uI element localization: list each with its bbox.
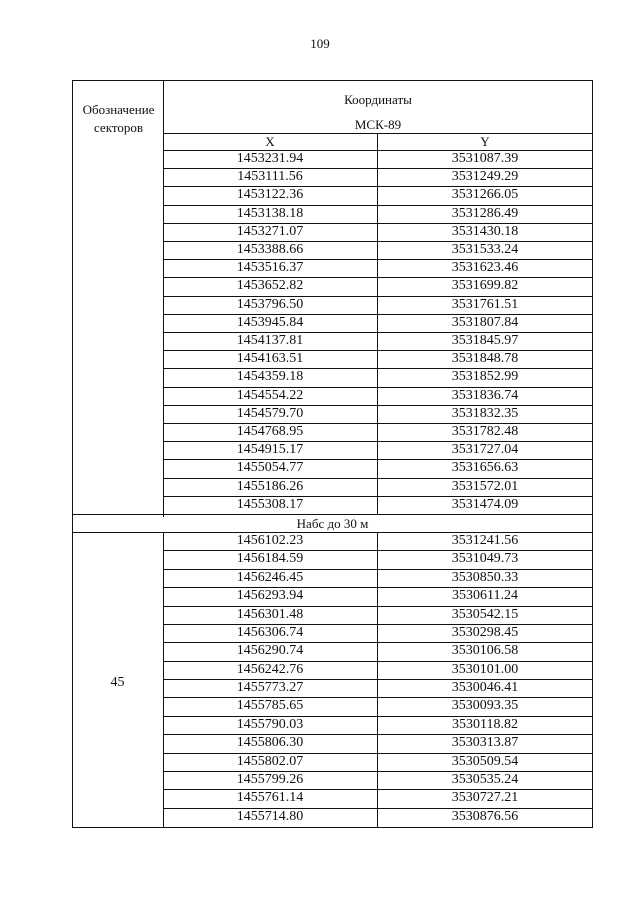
y-value: 3530046.41 (451, 680, 519, 695)
x-value: 1453122.36 (236, 187, 304, 203)
section-title: Набс до 30 м (296, 516, 369, 531)
x-value: 1456242.76 (236, 661, 304, 677)
x-value: 1455802.07 (236, 753, 304, 769)
x-value: 1456293.94 (236, 588, 304, 604)
y-value: 3531474.09 (451, 496, 519, 512)
y-value: 3531832.35 (451, 405, 519, 421)
x-value: 1453138.18 (236, 205, 304, 221)
y-value: 3530118.82 (452, 716, 518, 732)
y-value: 3531807.84 (451, 314, 519, 330)
x-value: 1455790.03 (236, 716, 304, 732)
x-value: 1454768.95 (236, 424, 304, 439)
x-value: 1455714.80 (236, 808, 304, 824)
x-value: 1453516.37 (236, 260, 304, 276)
x-value: 1455761.14 (236, 790, 304, 806)
y-value: 3531845.97 (451, 333, 519, 348)
y-value: 3530101.00 (451, 661, 519, 677)
y-value: 3531533.24 (451, 242, 519, 257)
x-value: 1453796.50 (236, 296, 304, 312)
x-value: 1455806.30 (236, 735, 304, 751)
x-value: 1454137.81 (236, 333, 304, 348)
x-value: 1453388.66 (236, 242, 304, 257)
section-divider (72, 514, 593, 515)
y-value: 3530313.87 (451, 735, 519, 751)
x-value: 1455186.26 (236, 478, 304, 494)
x-column-header: X (265, 134, 275, 149)
coordinates-header: Координаты (344, 92, 412, 107)
y-value: 3530850.33 (451, 569, 519, 585)
y-value: 3530876.56 (451, 808, 519, 824)
x-value: 1453231.94 (236, 151, 304, 166)
x-value: 1456306.74 (236, 624, 304, 640)
y-value: 3531699.82 (451, 278, 519, 294)
coordinate-system-header: МСК-89 (354, 117, 402, 132)
y-value: 3530535.24 (451, 771, 519, 787)
y-value: 3531656.63 (451, 460, 519, 476)
y-value: 3531848.78 (451, 351, 519, 367)
x-value: 1454579.70 (236, 405, 304, 421)
sector-header: Обозначение секторов (82, 102, 155, 135)
y-value: 3530727.21 (451, 790, 519, 806)
y-value: 3531430.18 (451, 223, 519, 239)
y-value: 3531241.56 (451, 533, 519, 548)
y-value: 3530611.24 (452, 588, 518, 604)
y-column-header: Y (480, 134, 490, 149)
y-value: 3531049.73 (451, 551, 519, 567)
y-value: 3531836.74 (451, 387, 519, 403)
x-value: 1454163.51 (236, 351, 304, 367)
x-value: 1453652.82 (236, 278, 304, 294)
y-value: 3531761.51 (451, 296, 519, 312)
x-value: 1455054.77 (236, 460, 304, 476)
sector-number: 45 (110, 675, 125, 690)
y-value: 3530106.58 (451, 643, 519, 659)
y-value: 3530093.35 (451, 698, 519, 714)
x-value: 1455308.17 (236, 496, 304, 512)
x-value: 1455785.65 (236, 698, 304, 714)
x-value: 1456246.45 (236, 569, 304, 585)
y-value: 3530509.54 (451, 753, 519, 769)
y-value: 3531266.05 (451, 187, 519, 203)
x-value: 1455799.26 (236, 771, 304, 787)
x-value: 1454554.22 (236, 387, 304, 403)
y-value: 3531572.01 (451, 478, 519, 494)
x-value: 1453111.56 (237, 169, 303, 185)
x-value: 1456184.59 (236, 551, 304, 567)
x-value: 1453271.07 (236, 223, 304, 239)
y-value: 3531852.99 (451, 369, 519, 385)
y-value: 3531623.46 (451, 260, 519, 276)
x-value: 1456102.23 (236, 533, 304, 548)
x-value: 1453945.84 (236, 314, 304, 330)
y-value: 3531249.29 (451, 169, 519, 185)
y-value: 3531286.49 (451, 205, 519, 221)
y-value: 3531782.48 (451, 424, 519, 439)
y-value: 3530298.45 (451, 624, 519, 640)
y-value: 3530542.15 (451, 606, 519, 622)
x-value: 1456290.74 (236, 643, 304, 659)
y-value: 3531727.04 (451, 442, 519, 458)
x-value: 1454359.18 (236, 369, 304, 385)
x-value: 1455773.27 (236, 680, 304, 695)
page-number: 109 (310, 36, 330, 51)
x-value: 1456301.48 (236, 606, 304, 622)
y-value: 3531087.39 (451, 151, 519, 166)
x-value: 1454915.17 (236, 442, 304, 458)
